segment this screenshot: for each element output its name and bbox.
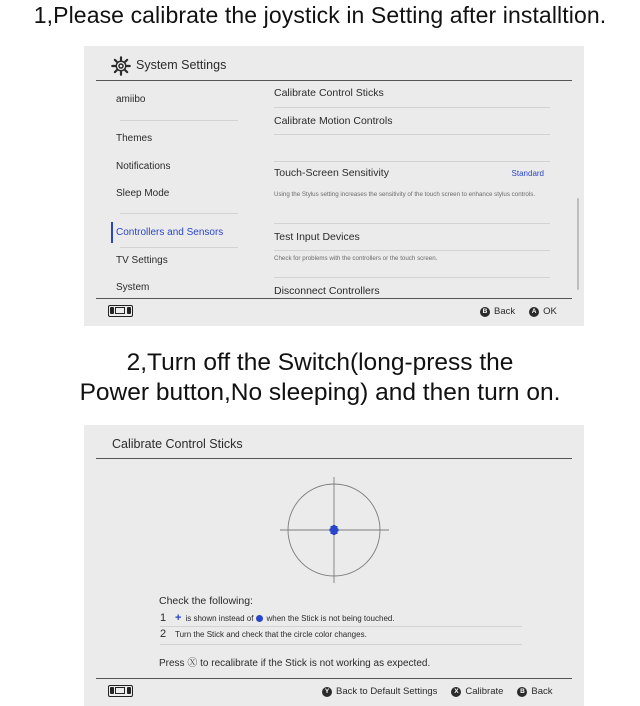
sidebar-item-amiibo[interactable]: amiibo [116,94,146,105]
switch-console-icon [108,685,133,697]
option-divider [274,107,550,108]
sidebar-item-tv-settings[interactable]: TV Settings [116,255,168,266]
recalibrate-hint: Press Ⓧ to recalibrate if the Stick is not working as expected. [159,658,431,669]
footer-button-hints [322,686,553,697]
ok-button[interactable]: OK [543,306,557,317]
check-number: 1 [160,612,167,624]
sidebar-item-system[interactable]: System [116,282,150,293]
touch-sensitivity-value: Standard [511,169,544,178]
stick-position-indicator [276,475,396,585]
back-button[interactable]: Back [531,686,553,697]
calibrate-sticks-screen [84,425,584,706]
check-divider [160,644,522,645]
step2-caption-line1: 2,Turn off the Switch(long-press the [126,349,514,376]
calibrate-button[interactable]: Calibrate [465,686,504,697]
option-divider [274,277,550,278]
option-divider [274,134,550,135]
sidebar-divider [120,247,238,248]
x-button-icon: X [451,687,461,697]
switch-console-icon [108,305,133,317]
option-divider [274,250,550,251]
calibrate-header [96,433,572,459]
settings-header [96,54,572,81]
back-button[interactable]: Back [494,306,516,317]
y-button-icon: Y [322,687,332,697]
option-test-input-devices[interactable]: Test Input Devices [274,231,360,243]
a-button-icon: A [529,307,539,317]
sidebar-divider [120,213,238,214]
calibrate-title: Calibrate Control Sticks [112,437,243,451]
option-calibrate-motion-controls[interactable]: Calibrate Motion Controls [274,115,393,127]
gear-icon [110,55,132,77]
option-divider [274,161,550,162]
selection-indicator [111,222,113,243]
check-text: is shown instead of [185,613,254,623]
sidebar-divider [120,120,238,121]
option-calibrate-control-sticks[interactable]: Calibrate Control Sticks [274,87,384,99]
system-settings-screen [84,46,584,326]
step1-caption: 1,Please calibrate the joystick in Setting after installtion. [33,2,607,28]
plus-icon: + [175,612,182,624]
option-disconnect-controllers[interactable]: Disconnect Controllers [274,285,380,297]
option-touch-screen-sensitivity[interactable]: Touch-Screen Sensitivity [274,167,389,179]
sidebar-item-controllers-and-sensors[interactable]: Controllers and Sensors [116,227,224,238]
footer-button-hints [480,306,557,317]
check-item-2 [160,628,367,640]
check-number: 2 [160,628,167,640]
check-text: Turn the Stick and check that the circle color changes. [175,629,367,639]
b-button-icon: B [480,307,490,317]
dot-icon [256,615,263,622]
back-to-default-settings-button[interactable]: Back to Default Settings [336,686,438,697]
stick-position-cross-icon [330,525,339,535]
settings-title: System Settings [136,58,227,72]
footer-divider [96,298,572,299]
sidebar-item-sleep-mode[interactable]: Sleep Mode [116,188,170,199]
check-heading: Check the following: [159,595,253,607]
touch-sensitivity-description: Using the Stylus setting increases the sensitivity of the touch screen to enhance stylus controls. [274,191,536,198]
check-text: when the Stick is not being touched. [266,613,395,623]
test-input-description: Check for problems with the controllers or the touch screen. [274,255,438,262]
step2-caption [0,348,640,408]
footer-divider [96,678,572,679]
scrollbar[interactable] [577,198,579,290]
option-divider [274,223,550,224]
check-divider [160,626,522,627]
check-item-1 [160,612,395,624]
b-button-icon: B [517,687,527,697]
sidebar-item-notifications[interactable]: Notifications [116,161,171,172]
sidebar-item-themes[interactable]: Themes [116,133,153,144]
step2-caption-line2: Power button,No sleeping) and then turn on. [79,379,561,406]
